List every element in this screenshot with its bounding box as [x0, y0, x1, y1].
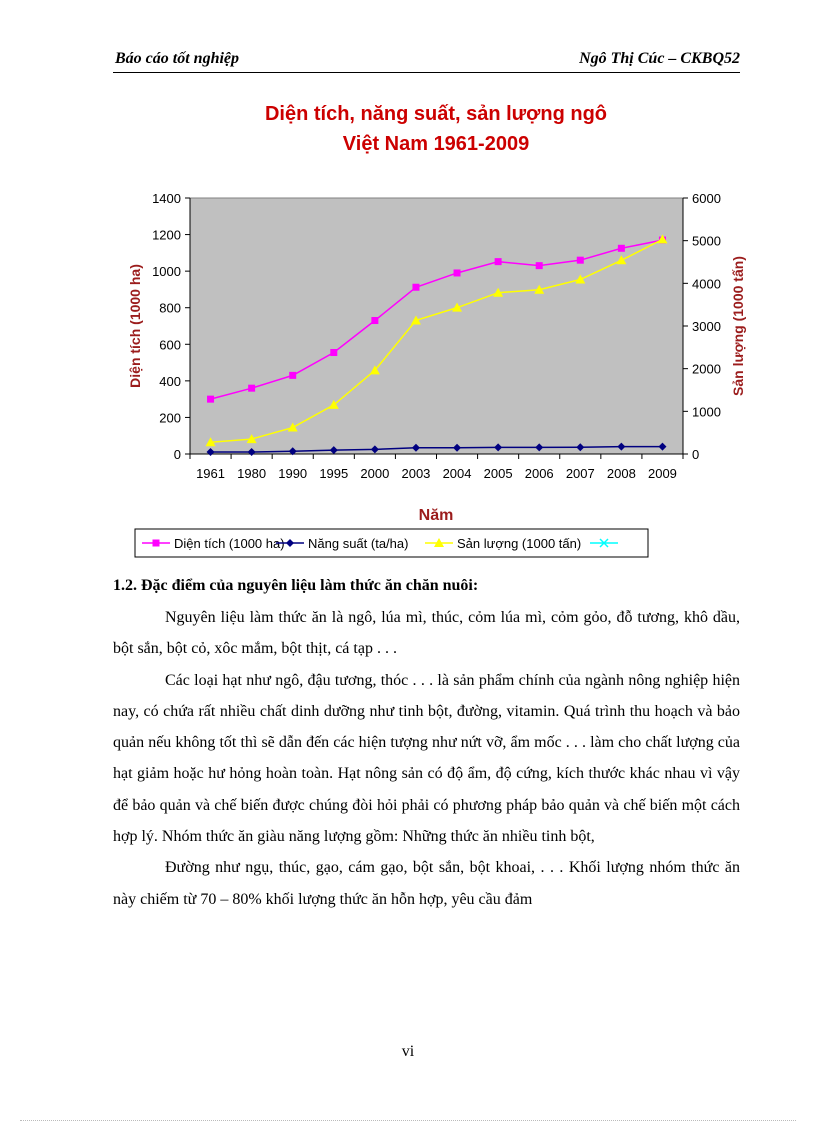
legend-label: Năng suất (ta/ha) [308, 536, 409, 551]
y-right-tick-label: 0 [692, 447, 700, 462]
y-left-tick-label: 1000 [152, 264, 181, 280]
paragraph: Đường như ngụ, thúc, gạo, cám gạo, bột sắn, bột khoai, . . . Khối lượng nhóm thức ăn này chiếm từ 70 – 80% khối lượng thức ăn hỗn hợp, yêu cầu đảm [113, 859, 740, 908]
page-bottom-rule [20, 1120, 796, 1121]
y-left-tick-label: 600 [159, 337, 181, 353]
x-tick-label: 2008 [606, 466, 636, 481]
x-tick-label: 2005 [483, 466, 513, 481]
y-right-tick-label: 1000 [692, 404, 721, 420]
data-point-dien-tich-1000-ha [330, 349, 337, 356]
y-left-tick-label: 800 [159, 300, 181, 316]
data-point-dien-tich-1000-ha [454, 269, 461, 276]
paragraph: Nguyên liệu làm thức ăn là ngô, lúa mì, thúc, cỏm lúa mì, cỏm gỏo, đỗ tương, khô dầu, bột sắn, bột cỏ, xôc mắm, bột thịt, cá tạp . . . [113, 609, 740, 658]
data-point-dien-tich-1000-ha [289, 372, 296, 379]
x-tick-label: 1990 [278, 466, 308, 481]
page-number: vi [401, 1043, 415, 1060]
x-tick-label: 2000 [360, 466, 390, 481]
chart-legend [135, 529, 648, 557]
data-point-dien-tich-1000-ha [371, 317, 378, 324]
chart-title-line-2: Việt Nam 1961-2009 [342, 133, 530, 155]
y-axis-left-title: Diện tích (1000 ha) [127, 264, 143, 388]
corn-chart [110, 88, 746, 563]
x-axis-title: Năm [418, 507, 454, 524]
y-left-tick-label: 400 [159, 373, 181, 389]
header-author: Ngô Thị Cúc – CKBQ52 [579, 50, 740, 67]
data-point-dien-tich-1000-ha [207, 396, 214, 403]
section-title: 1.2. Đặc điểm của nguyên liệu làm thức ăn chăn nuôi: [113, 577, 479, 594]
y-right-tick-label: 2000 [692, 361, 721, 377]
y-left-tick-label: 200 [159, 410, 181, 426]
y-right-tick-label: 4000 [692, 276, 721, 292]
page-header [113, 50, 740, 73]
body-text [113, 602, 740, 915]
y-left-tick-label: 0 [173, 447, 181, 462]
plot-area [190, 198, 683, 454]
y-right-tick-label: 3000 [692, 319, 721, 334]
header-report-title: Báo cáo tốt nghiệp [115, 50, 240, 67]
x-tick-label: 1995 [319, 466, 349, 481]
x-tick-label: 2004 [442, 466, 472, 481]
x-tick-label: 2003 [401, 466, 431, 481]
x-tick-label: 2006 [524, 466, 554, 481]
y-right-tick-label: 6000 [692, 191, 721, 206]
data-point-dien-tich-1000-ha [536, 262, 543, 269]
x-tick-label: 2009 [647, 466, 677, 481]
paragraph: Các loại hạt như ngô, đậu tương, thóc . . . là sản phẩm chính của ngành nông nghiệp hiện nay, có chứa rất nhiều chất dinh dưỡng như tinh bột, đường, vitamin. Quá trình thu hoạch và bảo quản nếu không tốt thì sẽ dẫn đến các hiện tượng như nứt vỡ, ẩm mốc . . . làm cho chất lượng của hạt giảm hoặc hư hỏng hoàn toàn. Hạt nông sản có độ ẩm, độ cứng, kích thước khác nhau vì vậy để bảo quản và chế biến được chúng đòi hỏi phải có phương pháp bảo quản và chế biến một cách hợp lý. Nhóm thức ăn giàu năng lượng gồm: Những thức ăn nhiều tinh bột, [113, 671, 740, 846]
data-point-dien-tich-1000-ha [577, 257, 584, 264]
chart-title-line-1: Diện tích, năng suất, sản lượng ngô [264, 103, 608, 125]
data-point-dien-tich-1000-ha [412, 284, 419, 291]
data-point-dien-tich-1000-ha [618, 245, 625, 252]
data-point-dien-tich-1000-ha [495, 258, 502, 265]
y-right-tick-label: 5000 [692, 233, 721, 249]
data-point-dien-tich-1000-ha [248, 385, 255, 392]
x-tick-label: 2007 [565, 466, 595, 481]
x-tick-label: 1961 [196, 466, 226, 481]
y-left-tick-label: 1400 [152, 191, 181, 206]
y-left-tick-label: 1200 [152, 227, 181, 243]
legend-label: Diện tích (1000 ha) [174, 536, 285, 551]
legend-label: Sản lượng (1000 tấn) [457, 536, 582, 551]
legend-marker [153, 540, 160, 547]
x-tick-label: 1980 [237, 466, 267, 481]
y-axis-right-title: Sản lượng (1000 tấn) [730, 256, 746, 396]
